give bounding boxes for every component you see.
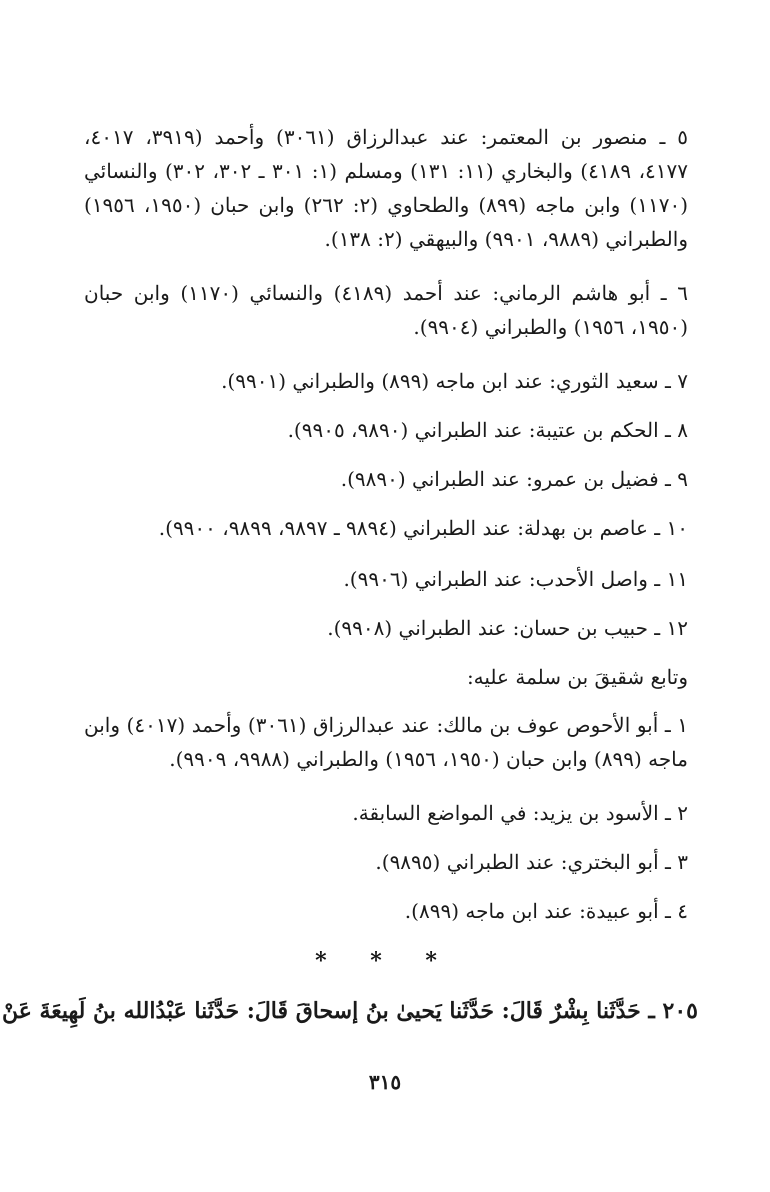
paragraph-5: ٥ ـ منصور بن المعتمر: عند عبدالرزاق (٣٠٦١) وأحمد (٣٩١٩، ٤٠١٧، ٤١٧٧، ٤١٨٩) والبخاري (١١: ١٣١) ومسلم (١: ٣٠١ ـ ٣٠٢، ٣٠٢) والنسائي (١١٧٠) وابن ماجه (٨٩٩) والطحاوي (٢: ٢٦٢) وابن حبان (١٩٥٠، ١٩٥٦) والطبراني (٩٨٨٩، ٩٩٠١) والبيهقي (٢: ١٣٨). — [84, 125, 689, 251]
follow-item-4: ٤ ـ أبو عبيدة: عند ابن ماجه (٨٩٩). — [404, 899, 688, 923]
section-separator: * * * — [315, 948, 455, 974]
paragraph-12: ١٢ ـ حبيب بن حسان: عند الطبراني (٩٩٠٨). — [327, 616, 688, 640]
hadith-line: ٢٠٥ ـ حَدَّثَنا بِشْرٌ قَالَ: حَدَّثَنا يَحيىٰ بنُ إسحاقَ قَالَ: حَدَّثَنا عَبْدُالله بنُ لَهِيعَةَ عَنْ — [1, 998, 698, 1024]
paragraph-9: ٩ ـ فضيل بن عمرو: عند الطبراني (٩٨٩٠). — [340, 467, 688, 491]
follow-item-3: ٣ ـ أبو البختري: عند الطبراني (٩٨٩٥). — [375, 850, 688, 874]
paragraph-6: ٦ ـ أبو هاشم الرماني: عند أحمد (٤١٨٩) والنسائي (١١٧٠) وابن حبان (١٩٥٠، ١٩٥٦) والطبراني (٩٩٠٤). — [84, 281, 688, 339]
paragraph-10: ١٠ ـ عاصم بن بهدلة: عند الطبراني (٩٨٩٤ ـ ٩٨٩٧، ٩٨٩٩، ٩٩٠٠). — [158, 516, 688, 540]
paragraph-7: ٧ ـ سعيد الثوري: عند ابن ماجه (٨٩٩) والطبراني (٩٩٠١). — [221, 369, 688, 393]
paragraph-11: ١١ ـ واصل الأحدب: عند الطبراني (٩٩٠٦). — [343, 567, 688, 591]
follow-item-1: ١ ـ أبو الأحوص عوف بن مالك: عند عبدالرزاق (٣٠٦١) وأحمد (٤٠١٧) وابن ماجه (٨٩٩) وابن حبان (١٩٥٠، ١٩٥٦) والطبراني (٩٩٨٨، ٩٩٠٩). — [84, 713, 688, 771]
paragraph-8: ٨ ـ الحكم بن عتيبة: عند الطبراني (٩٨٩٠، ٩٩٠٥). — [287, 418, 688, 442]
follow-item-2: ٢ ـ الأسود بن يزيد: في المواضع السابقة. — [352, 801, 688, 825]
follow-intro: وتابع شقيقَ بن سلمة عليه: — [466, 665, 688, 689]
page-number: ٣١٥ — [368, 1070, 402, 1094]
